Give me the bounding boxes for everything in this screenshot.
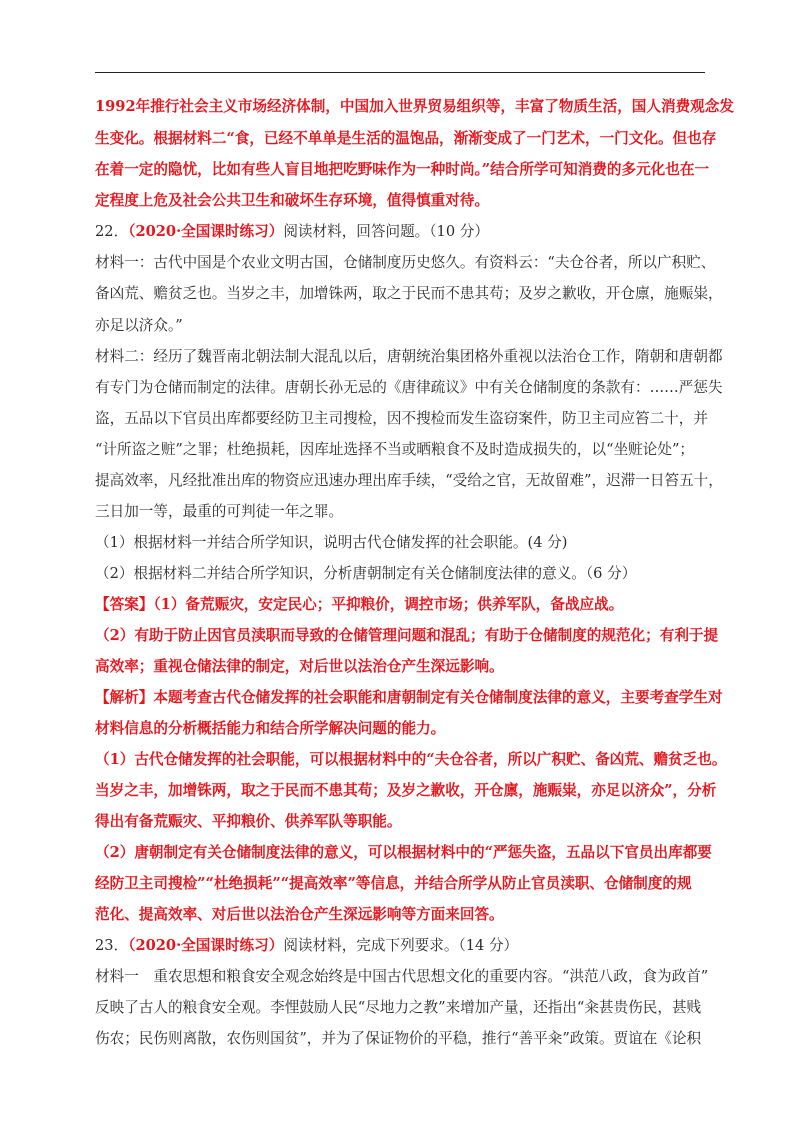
- material-line: 材料一：古代中国是个农业文明古国，仓储制度历史悠久。有资料云：“夫仓谷者，所以广积贮、: [95, 254, 716, 271]
- material-line: 伤农；民伤则离散，农伤则国贫”，并为了保证物价的平稳，推行“善平籴”政策。贾谊在《论积: [95, 1030, 702, 1047]
- analysis-line: （1）古代仓储发挥的社会职能，可以根据材料中的“夫仓谷者，所以广积贮、备凶荒、赡贫乏也。: [95, 751, 727, 768]
- question-source: （2020·全国课时练习）: [128, 223, 284, 240]
- analysis-line: 当岁之丰，加增铢两，取之于民而不患其苟；及岁之歉收，开仓廪，施赈粜，亦足以济众”，分析: [95, 782, 717, 799]
- question-prompt: 阅读材料，完成下列要求。（14 分）: [283, 937, 519, 954]
- sub-question: （2）根据材料二并结合所学知识，分析唐朝制定有关仓储制度法律的意义。（6 分）: [95, 565, 637, 582]
- answer-text: （1）备荒赈灾，安定民心；平抑粮价，调控市场；供养军队，备战应战。: [153, 596, 624, 613]
- material-line: 反映了古人的粮食安全观。李悝鼓励人民“尽地力之教”来增加产量，还指出“籴甚贵伤民，甚贱: [95, 999, 702, 1016]
- analysis-line: 经防卫主司搜检”“杜绝损耗”“提高效率”等信息，并结合所学从防止官员渎职、仓储制度的规: [95, 875, 692, 892]
- material-line: 材料一 重农思想和粮食安全观念始终是中国古代思想文化的重要内容。“洪范八政，食为政首”: [95, 968, 709, 985]
- material-line: 材料二：经历了魏晋南北朝法制大混乱以后，唐朝统治集团格外重视以法治仓工作，隋朝和唐朝都: [95, 348, 723, 365]
- question-source: （2020·全国课时练习）: [128, 937, 284, 954]
- question-prompt: 阅读材料，回答问题。（10 分）: [283, 223, 489, 240]
- answer-line: [95, 595, 623, 615]
- material-line: 三日加一等，最重的可判徒一年之罪。: [95, 503, 344, 520]
- material-line: 亦足以济众。”: [95, 317, 183, 334]
- question-22-header: [95, 222, 489, 242]
- analysis-tag: 【解析】: [95, 689, 154, 706]
- analysis-line: 范化、提高效率、对后世以法治仓产生深远影响等方面来回答。: [95, 906, 504, 923]
- analysis-line: 得出有备荒赈灾、平抑粮价、供养军队等职能。: [95, 813, 402, 830]
- question-23-header: [95, 936, 518, 956]
- intro-answer-line: 定程度上危及社会公共卫生和破坏生存环境，值得慎重对待。: [95, 192, 490, 209]
- question-number: 22．: [95, 223, 129, 240]
- intro-answer-line: 1992年推行社会主义市场经济体制，中国加入世界贸易组织等，丰富了物质生活，国人消费观念发: [95, 98, 734, 115]
- material-line: 盗，五品以下官员出库都要经防卫主司搜检，因不搜检而发生盗窃案件，防卫主司应笞二十，并: [95, 410, 708, 427]
- answer-tag: 【答案】: [95, 596, 154, 613]
- material-line: 备凶荒、赡贫乏也。当岁之丰，加增铢两，取之于民而不患其苟；及岁之歉收，开仓廪，施赈粜，: [95, 285, 723, 302]
- header-rule: [95, 72, 705, 73]
- material-line: 提高效率，凡经批准出库的物资应迅速办理出库手续，“受给之官，无故留难”，迟滞一日笞五十，: [95, 472, 723, 489]
- sub-question: （1）根据材料一并结合所学知识，说明古代仓储发挥的社会职能。(4 分): [95, 534, 568, 551]
- intro-answer-line: 生变化。根据材料二“食，已经不单单是生活的温饱品，渐渐变成了一门艺术，一门文化。但也存: [95, 130, 717, 147]
- question-number: 23．: [95, 937, 129, 954]
- analysis-line: [95, 688, 723, 708]
- intro-answer-line: 在着一定的隐忧，比如有些人盲目地把吃野味作为一种时尚。”结合所学可知消费的多元化也在一: [95, 161, 710, 178]
- answer-line: （2）有助于防止因官员渎职而导致的仓储管理问题和混乱；有助于仓储制度的规范化；有利于提: [95, 627, 719, 644]
- analysis-line: （2）唐朝制定有关仓储制度法律的意义，可以根据材料中的“严惩失盗，五品以下官员出库都要: [95, 844, 712, 861]
- analysis-line: 材料信息的分析概括能力和结合所学解决问题的能力。: [95, 720, 446, 737]
- material-line: “计所盗之赃”之罪；杜绝损耗，因库址选择不当或晒粮食不及时造成损失的，以“坐赃论处”；: [95, 441, 695, 458]
- answer-line: 高效率；重视仓储法律的制定，对后世以法治仓产生深远影响。: [95, 658, 504, 675]
- material-line: 有专门为仓储而制定的法律。唐朝长孙无忌的《唐律疏议》中有关仓储制度的条款有：……严惩失: [95, 379, 723, 396]
- analysis-text: 本题考查古代仓储发挥的社会职能和唐朝制定有关仓储制度法律的意义，主要考查学生对: [153, 689, 723, 706]
